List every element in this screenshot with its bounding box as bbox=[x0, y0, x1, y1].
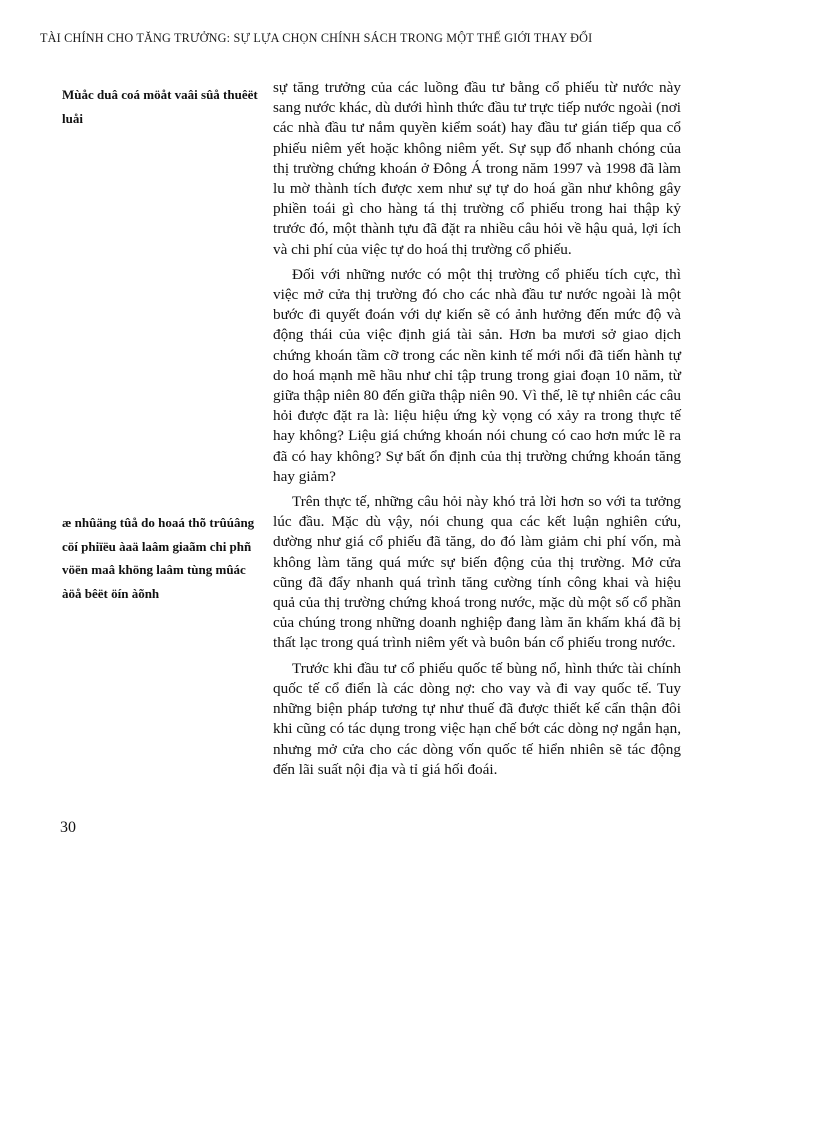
paragraph: Trước khi đầu tư cổ phiếu quốc tế bùng nổ, hình thức tài chính quốc tế cổ điển là các dòng nợ: cho vay và đi vay quốc tế. Tuy những biện pháp tương tự như thuế đã được thiết kế cẩn thận đôi khi cũng có tác dụng trong việc hạn chế bớt các dòng nợ ngắn hạn, nhưng mở cửa cho các dòng vốn quốc tế hiển nhiên sẽ tác động đến lãi suất nội địa và tỉ giá hối đoái. bbox=[273, 659, 681, 778]
body-text bbox=[273, 78, 681, 785]
paragraph: Đối với những nước có một thị trường cổ phiếu tích cực, thì việc mở cửa thị trường đó cho các nhà đầu tư nước ngoài là một bước đi quyết đoán với dự kiến sẽ có ảnh hưởng đến mức độ và động thái của việc định giá tài sản. Hơn ba mươi sở giao dịch chứng khoán tầm cỡ trong các nền kinh tế mới nổi đã tiến hành tự do hoá mạnh mẽ hầu như chỉ tập trung trong giai đoạn 10 năm, từ giữa thập niên 80 đến giữa thập niên 90. Vì thế, lẽ tự nhiên các câu hỏi được đặt ra là: liệu hiệu ứng kỳ vọng có xảy ra trong thực tế hay không? Liệu giá chứng khoán nói chung có cao hơn mức lẽ ra đã có hay không? Sự bất ổn định của thị trường chứng khoán tăng hay giảm? bbox=[273, 265, 681, 485]
running-header: TÀI CHÍNH CHO TĂNG TRƯỞNG: SỰ LỰA CHỌN CHÍNH SÁCH TRONG MỘT THẾ GIỚI THAY ĐỔI bbox=[40, 31, 593, 45]
paragraph: Trên thực tế, những câu hỏi này khó trả lời hơn so với ta tưởng lúc đầu. Mặc dù vậy, nói chung qua các kết luận nghiên cứu, dường như giá cổ phiếu đã tăng, do đó làm giảm chi phí vốn, mà không làm tăng quá mức sự biến động của thị trường. Mở cửa cũng đã đẩy nhanh quá trình tăng cường tính công khai và hiệu quả của thị trường chứng khoá trong nước, mặc dù một số cổ phần của chúng trong những doanh nghiệp đang làm ăn khấm khá đã bị thất lạc trong quá trình niêm yết và buôn bán cổ phiếu trong nước. bbox=[273, 493, 681, 652]
paragraph: sự tăng trưởng của các luồng đầu tư bằng cổ phiếu từ nước này sang nước khác, dù dưới hình thức đầu tư trực tiếp nước ngoài (nơi các nhà đầu tư nắm quyền kiểm soát) hay đầu tư gián tiếp qua cổ phiếu niêm yết hoặc không niêm yết. Sự sụp đổ nhanh chóng của thị trường chứng khoán ở Đông Á trong năm 1997 và 1998 đã làm lu mờ thành tích được xem như sự tự do hoá gần như không gây phiền toái gì cho hàng tá thị trường cổ phiếu trong hai thập kỷ trước đó, một thành tựu đã đặt ra nhiều câu hỏi về hậu quả, lợi ích và chi phí của việc tự do hoá thị trường cổ phiếu. bbox=[273, 79, 681, 258]
margin-note: Mùåc duâ coá möåt vaâi sûå thuêët luåi bbox=[62, 87, 258, 126]
margin-note: æ nhûäng tûå do hoaá thõ trûúâng cöí phiïëu àaä laâm giaãm chi phñ vöën maâ khöng laâm tùng mûác àöå bêët öín àõnh bbox=[62, 515, 255, 601]
page-number: 30 bbox=[60, 819, 76, 836]
